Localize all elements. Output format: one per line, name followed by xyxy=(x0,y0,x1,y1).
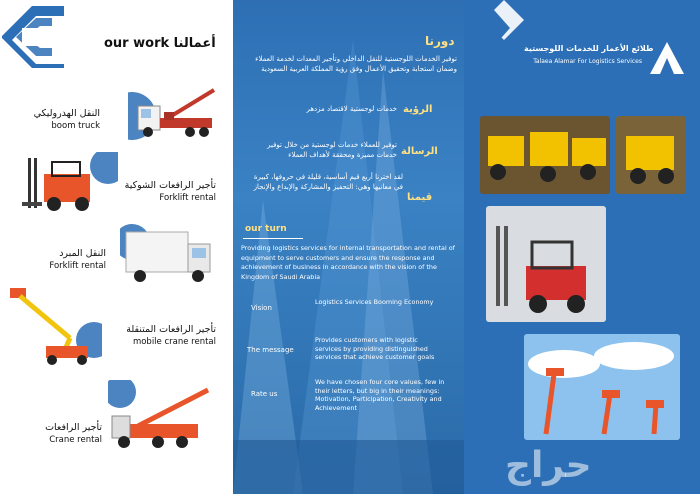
service-en-label: boom truck xyxy=(51,121,100,131)
middle-panel xyxy=(233,0,464,494)
refrigerated-truck-image xyxy=(120,224,216,288)
brand-chevron-logo xyxy=(2,6,64,68)
row-label-message: The message xyxy=(247,346,294,354)
service-en-label: Forklift rental xyxy=(159,193,216,203)
boom-truck-image xyxy=(128,84,220,144)
crane-truck-image xyxy=(108,380,218,460)
photo-backhoe-loaders xyxy=(480,116,610,194)
forklift-image xyxy=(22,152,118,214)
row-text-rate: We have chosen four core values, few in their letters, but big in their meanings: Motivation, Participation, Creativity and Achievement xyxy=(315,378,445,412)
service-item-boom-truck xyxy=(20,108,100,132)
our-turn-text: Providing logistics services for internal transportation and rental of equipment to serve customers and ensure the response and achievement of business in accordance with the vision of the Kingdom of Saudi Arabia xyxy=(241,244,455,281)
photo-loader xyxy=(616,116,686,194)
service-ar-label: تأجير الرافعات الشوكية xyxy=(124,180,216,191)
right-panel xyxy=(464,0,700,494)
vision-text: خدمات لوجستية لاقتصاد مزدهر xyxy=(306,105,397,113)
service-item-crane xyxy=(14,422,102,446)
our-work-title: our work أعمالنا xyxy=(104,36,216,51)
boom-lift-image xyxy=(6,278,102,368)
row-label-rate: Rate us xyxy=(251,390,278,398)
mission-label: الرسالة xyxy=(401,146,438,157)
values-text: لقد اخترنا أربع قيم أساسية، قليلة في حروفها، كبيرة في معانيها وهي: التحفيز والمشاركة والإبداع والإنجاز xyxy=(253,173,403,191)
service-en-label: mobile crane rental xyxy=(132,337,216,347)
company-name-ar: طلائع الأعمار للخدمات اللوجستية xyxy=(524,44,654,53)
company-name-en: Talaea Alamar For Logistics Services xyxy=(533,58,642,65)
service-en-label: Forklift rental xyxy=(49,261,106,271)
row-text-message: Provides customers with logistic services by providing distinguished services that achieve customer goals xyxy=(315,336,435,361)
service-ar-label: النقل الهدروليكي xyxy=(33,108,100,119)
role-title: دورنا xyxy=(425,34,455,48)
role-text: توفير الخدمات اللوجستية للنقل الداخلي وتأجير المعدات لخدمة العملاء وضمان استجابة وتحقيق الأعمال وفق رؤية المملكة العربية السعودية xyxy=(255,55,457,73)
service-en-label: Crane rental xyxy=(49,435,102,445)
vision-label: الرؤية xyxy=(403,104,433,115)
row-text-vision: Logistics Services Booming Economy xyxy=(315,298,434,306)
service-item-mobile-crane xyxy=(104,324,216,348)
row-label-vision: Vision xyxy=(251,304,272,312)
service-ar-label: النقل المبرد xyxy=(59,248,106,259)
values-label: قيمنا xyxy=(407,192,433,203)
photo-forklifts xyxy=(486,206,606,322)
service-ar-label: تأجير الرافعات المتنقلة xyxy=(126,324,216,335)
left-panel xyxy=(0,0,233,494)
company-logo-icon xyxy=(650,42,684,74)
service-ar-label: تأجير الرافعات xyxy=(45,422,102,433)
photo-boom-lifts xyxy=(524,334,680,440)
service-item-refrigerated xyxy=(30,248,106,272)
our-turn-title: our turn xyxy=(245,224,287,234)
watermark: حراج xyxy=(505,445,592,486)
mission-text: توفير للعملاء خدمات لوجستية من خلال توفير خدمات مميزة ومحققة لأهداف العملاء xyxy=(267,141,397,159)
title-underline xyxy=(243,238,303,239)
brand-chevron-logo xyxy=(464,0,524,70)
service-item-forklift xyxy=(112,180,216,204)
